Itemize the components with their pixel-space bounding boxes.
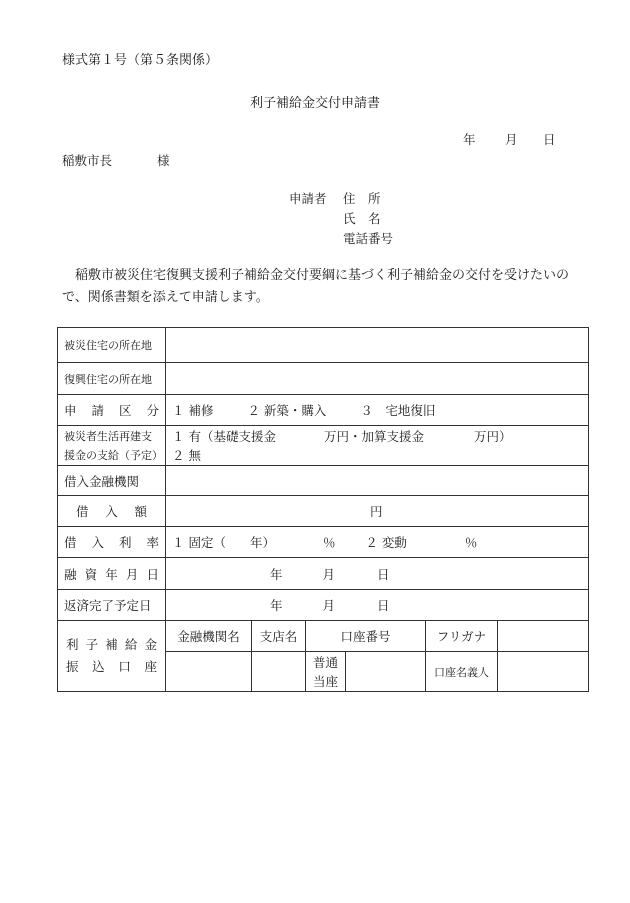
application-form-table [57,327,589,692]
row-account-header [58,621,589,652]
damaged-house-location-label: 被災住宅の所在地 [58,328,166,363]
repayment-date-month: 月 [322,598,336,613]
support-fund-yes-mid: 万円・加算支援金 [323,428,424,444]
label-char: 込 [92,659,105,674]
support-fund-label-line2: 援金の支給（予定） [64,448,163,462]
application-category-label [58,395,166,426]
label-char: 座 [144,659,157,674]
loan-amount-unit: 円 [370,504,383,519]
label-char: 分 [146,403,159,418]
support-fund-no[interactable]: ２ 無 [172,447,201,463]
label-char: 利 [118,535,132,550]
account-type-cell[interactable] [306,652,346,692]
row-repayment-date [58,590,589,621]
account-type-current: 当座 [312,673,338,689]
support-fund-label [58,426,166,466]
interest-rate-options [166,527,589,558]
label-char: 借 [64,535,77,550]
label-char: 月 [125,566,139,582]
loan-date-field[interactable] [166,558,589,590]
interest-fixed-option[interactable]: １ 固定（ [172,535,226,550]
interest-fixed-percent: ％ [322,535,336,550]
category-option-new-build[interactable]: ２ 新築・購入 [247,403,327,418]
label-char: 申 [64,403,77,418]
label-char: 給 [124,637,138,652]
account-number-field[interactable] [346,652,426,692]
interest-rate-label [58,527,166,558]
account-holder-header: 口座名義人 [426,652,498,692]
category-option-land-restore[interactable]: ３ 宅地復旧 [360,403,436,418]
row-loan-amount [58,496,589,527]
label-char: 口 [118,659,131,674]
applicant-label: 申請者 [289,191,327,206]
label-char: 借 [76,504,89,519]
row-damaged-house-location [58,328,589,363]
account-number-header: 口座番号 [306,621,426,652]
support-fund-yes-prefix[interactable]: １ 有（基礎支援金 [172,428,276,444]
category-option-repair[interactable]: １ 補修 [172,403,214,418]
addressee-name: 稲敷市長 [62,153,113,168]
application-statement: 稲敷市被災住宅復興支援利子補給金交付要綱に基づく利子補給金の交付を受けたいので、関係書類を添えて申請します。 [62,268,570,305]
repayment-date-label: 返済完了予定日 [58,590,166,621]
account-type-ordinary: 普通 [312,654,338,670]
repayment-date-day: 日 [377,598,390,613]
label-char: 融 [64,566,77,582]
loan-date-label [58,558,166,590]
interest-variable-percent: ％ [464,535,478,550]
row-application-category [58,395,589,426]
row-lender [58,466,589,496]
label-char: 率 [146,535,159,550]
form-number: 様式第１号（第５条関係） [62,53,219,68]
loan-amount-field[interactable] [166,496,589,527]
label-char: 資 [84,566,98,582]
lender-label: 借入金融機関 [58,466,166,496]
document-title: 利子補給金交付申請書 [249,96,380,111]
bank-name-field[interactable] [166,652,252,692]
label-char: 区 [118,403,132,418]
loan-date-month: 月 [322,566,336,582]
application-category-options [166,395,589,426]
support-fund-options [166,426,589,466]
loan-amount-label [58,496,166,527]
furigana-header: フリガナ [426,621,498,652]
interest-fixed-years: 年） [249,535,275,550]
label-char: 日 [146,566,159,582]
interest-variable-option[interactable]: ２ 変動 [365,535,407,550]
label-char: 請 [91,403,104,418]
label-char: 入 [105,504,118,519]
applicant-phone-label: 電話番号 [343,231,394,246]
damaged-house-location-field[interactable] [166,328,589,363]
account-holder-field[interactable] [498,652,589,692]
row-interest-rate [58,527,589,558]
label-char: 振 [66,659,79,674]
branch-name-header: 支店名 [252,621,306,652]
repayment-date-year: 年 [270,598,283,613]
branch-name-field[interactable] [252,652,306,692]
loan-date-day: 日 [377,566,390,582]
row-support-fund [58,426,589,466]
loan-date-year: 年 [270,566,283,582]
date-day-label: 日 [543,132,556,147]
row-rebuilt-house-location [58,363,589,395]
support-fund-yes-suffix: 万円） [473,428,512,444]
row-loan-date [58,558,589,590]
lender-field[interactable] [166,466,589,496]
addressee-honorific: 様 [157,153,170,168]
date-year-label: 年 [463,132,476,147]
date-month-label: 月 [505,132,518,147]
furigana-field[interactable] [498,621,589,652]
applicant-name-label: 氏 名 [343,211,381,226]
label-char: 年 [105,566,118,582]
label-char: 金 [144,637,157,652]
label-char: 入 [91,535,104,550]
support-fund-label-line1: 被災者生活再建支 [64,429,152,443]
bank-name-header: 金融機関名 [166,621,252,652]
label-char: 額 [134,504,147,519]
account-label [58,621,166,692]
label-char: 補 [105,637,118,652]
label-char: 利 [66,637,79,652]
applicant-address-label: 住 所 [343,191,381,206]
repayment-date-field[interactable] [166,590,589,621]
rebuilt-house-location-field[interactable] [166,363,589,395]
label-char: 子 [85,637,99,652]
rebuilt-house-location-label: 復興住宅の所在地 [58,363,166,395]
